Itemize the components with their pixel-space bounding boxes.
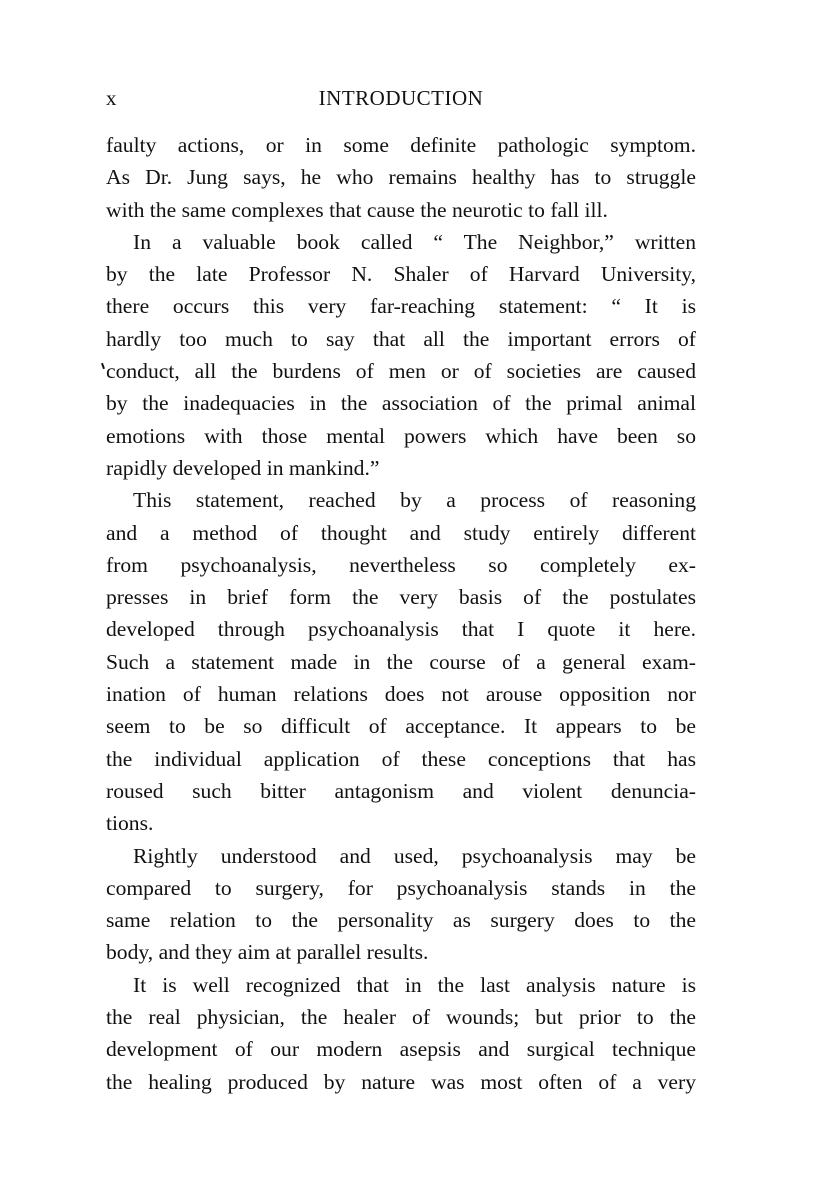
text-line: the individual application of these conceptions that has — [106, 746, 696, 771]
page-header — [106, 84, 696, 120]
text-line: roused such bitter antagonism and violent denuncia- — [106, 778, 696, 803]
text-line: by the late Professor N. Shaler of Harvard University, — [106, 262, 696, 287]
text-line: with the same complexes that cause the neurotic to fall ill. — [106, 197, 608, 222]
text-line: faulty actions, or in some definite pathologic symptom. — [106, 133, 696, 157]
text-line: seem to be so difficult of acceptance. It appears to be — [106, 714, 696, 739]
text-line: conduct, all the burdens of men or of societies are caused — [106, 359, 696, 384]
text-line: the real physician, the healer of wounds; but prior to the — [106, 1005, 696, 1030]
text-line: the healing produced by nature was most often of a very — [106, 1069, 696, 1094]
text-line: ination of human relations does not arouse opposition nor — [106, 682, 696, 707]
text-line: by the inadequacies in the association of the primal animal — [106, 391, 696, 416]
text-line: and a method of thought and study entirely different — [106, 520, 696, 545]
text-line: tions. — [106, 811, 154, 836]
text-line: body, and they aim at parallel results. — [106, 940, 429, 965]
text-line: there occurs this very far-reaching statement: “ It is — [106, 294, 696, 319]
text-line: Such a statement made in the course of a general exam- — [106, 649, 696, 674]
text-line: same relation to the personality as surgery does to the — [106, 908, 696, 933]
page-number: x — [106, 86, 117, 110]
text-line: emotions with those mental powers which have been so — [106, 423, 696, 448]
text-line: compared to surgery, for psychoanalysis stands in the — [106, 875, 696, 900]
running-head: INTRODUCTION — [318, 86, 484, 110]
text-line: from psychoanalysis, nevertheless so completely ex- — [106, 552, 696, 577]
margin-mark — [101, 363, 105, 369]
text-line: This statement, reached by a process of reasoning — [133, 488, 696, 513]
text-line: hardly too much to say that all the important errors of — [106, 326, 696, 351]
text-line: presses in brief form the very basis of the postulates — [106, 585, 696, 610]
text-line: It is well recognized that in the last analysis nature is — [133, 972, 696, 997]
body-text — [106, 129, 696, 1098]
text-line: Rightly understood and used, psychoanalysis may be — [133, 843, 696, 868]
text-line: rapidly developed in mankind.” — [106, 455, 380, 480]
text-line: developed through psychoanalysis that I quote it here. — [106, 617, 696, 642]
text-line: In a valuable book called “ The Neighbor,” written — [133, 229, 696, 254]
text-line: development of our modern asepsis and surgical technique — [106, 1037, 696, 1062]
text-line: As Dr. Jung says, he who remains healthy has to struggle — [106, 165, 696, 190]
